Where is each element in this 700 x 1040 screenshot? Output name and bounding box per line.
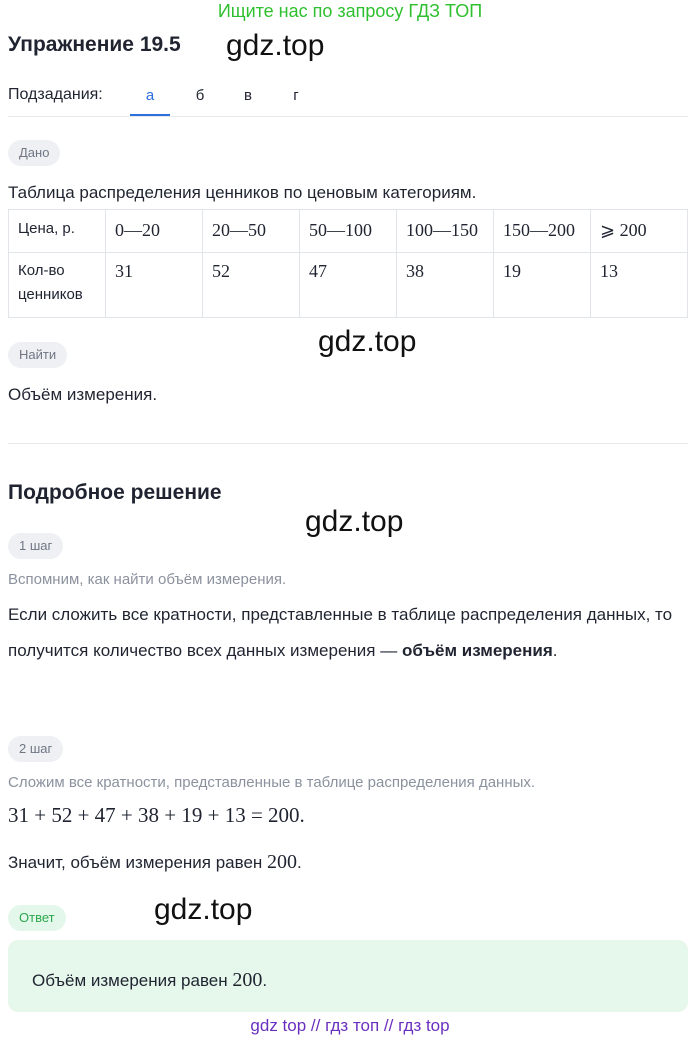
page-title: Упражнение 19.5 bbox=[8, 33, 181, 56]
watermark: gdz.top bbox=[154, 893, 253, 926]
tab-subtask-b[interactable]: б bbox=[195, 87, 205, 104]
watermark: gdz.top bbox=[318, 325, 417, 358]
tab-subtask-g[interactable]: г bbox=[293, 87, 299, 104]
watermark: gdz.top bbox=[305, 505, 404, 538]
table-cell: 38 bbox=[397, 253, 494, 318]
step1-text-bold: объём измерения bbox=[401, 641, 553, 660]
answer-text bbox=[32, 969, 267, 992]
table-cell: 13 bbox=[591, 253, 688, 318]
answer-prefix: Объём измерения равен bbox=[32, 971, 233, 990]
step1-hint: Вспомним, как найти объём измерения. bbox=[8, 571, 287, 588]
distribution-table bbox=[8, 209, 688, 318]
table-cell: 100—150 bbox=[397, 210, 494, 253]
table-cell: ⩾ 200 bbox=[591, 210, 688, 253]
tabs-divider bbox=[8, 116, 688, 117]
find-badge: Найти bbox=[8, 342, 67, 368]
table-cell: 50—100 bbox=[300, 210, 397, 253]
solution-heading: Подробное решение bbox=[8, 481, 222, 504]
subtasks-label: Подзадания: bbox=[8, 86, 103, 103]
answer-badge: Ответ bbox=[8, 905, 66, 931]
step2-conclusion bbox=[8, 851, 302, 874]
answer-suffix: . bbox=[262, 971, 268, 990]
conclusion-value: 200 bbox=[267, 851, 298, 873]
conclusion-suffix: . bbox=[297, 853, 302, 872]
search-banner: Ищите нас по запросу ГДЗ ТОП bbox=[217, 1, 483, 21]
table-cell: 47 bbox=[300, 253, 397, 318]
row-header-count: Кол-во ценников bbox=[9, 253, 106, 318]
step1-text bbox=[8, 597, 688, 669]
section-divider bbox=[8, 443, 688, 444]
conclusion-prefix: Значит, объём измерения равен bbox=[8, 853, 268, 872]
find-text: Объём измерения. bbox=[8, 385, 158, 404]
step2-hint: Сложим все кратности, представленные в таблице распределения данных. bbox=[8, 774, 536, 791]
table-cell: 150—200 bbox=[494, 210, 591, 253]
step1-badge: 1 шаг bbox=[8, 533, 63, 559]
tab-subtask-v[interactable]: в bbox=[244, 87, 252, 104]
tab-subtask-a[interactable]: а bbox=[130, 84, 170, 116]
row-header-price: Цена, р. bbox=[9, 210, 106, 253]
table-row bbox=[9, 210, 688, 253]
step1-text-main: Если сложить все кратности, представленные в таблице распределения данных, то получится количество всех данных измерения — bbox=[8, 605, 673, 660]
step2-badge: 2 шаг bbox=[8, 736, 63, 762]
given-badge: Дано bbox=[8, 140, 60, 166]
watermark: gdz.top bbox=[226, 29, 325, 62]
table-cell: 52 bbox=[203, 253, 300, 318]
answer-value: 200 bbox=[232, 969, 263, 991]
table-cell: 19 bbox=[494, 253, 591, 318]
table-cell: 0—20 bbox=[106, 210, 203, 253]
sum-formula: 31 + 52 + 47 + 38 + 19 + 13 = 200. bbox=[8, 803, 305, 827]
step1-text-end: . bbox=[552, 641, 558, 660]
table-cell: 31 bbox=[106, 253, 203, 318]
table-cell: 20—50 bbox=[203, 210, 300, 253]
given-text: Таблица распределения ценников по ценовым категориям. bbox=[8, 183, 477, 202]
footer-links[interactable]: gdz top // гдз топ // гдз top bbox=[250, 1016, 450, 1035]
table-row bbox=[9, 253, 688, 318]
